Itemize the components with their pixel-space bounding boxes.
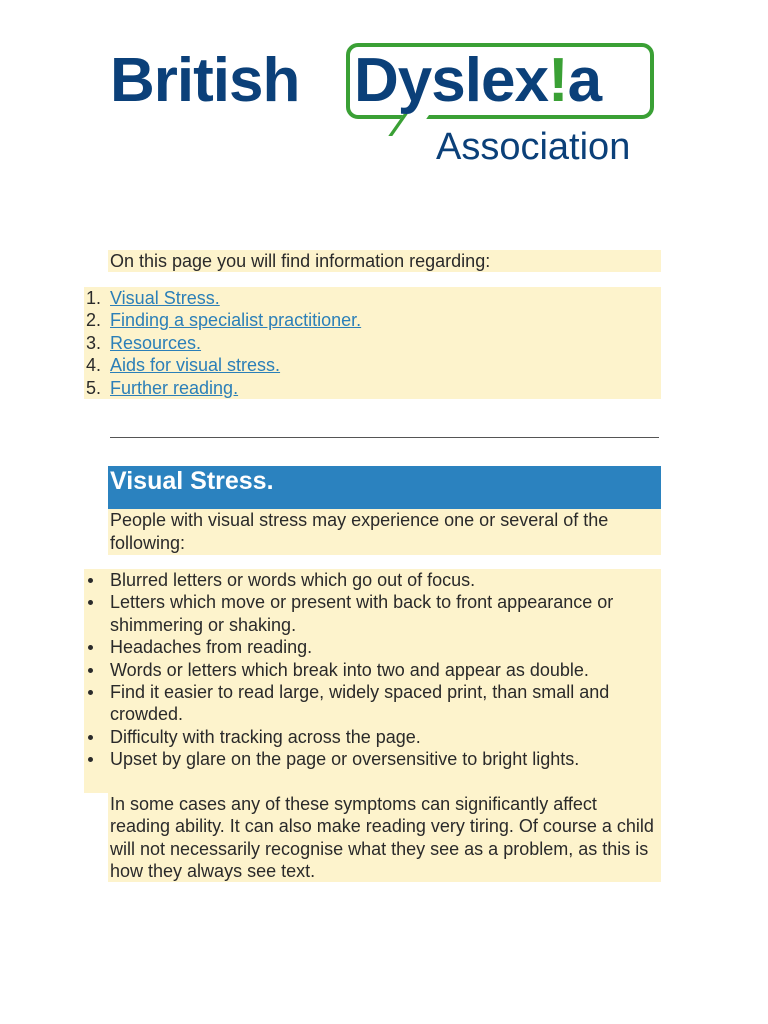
toc-link-further-reading[interactable]: Further reading.: [110, 377, 239, 398]
toc-item: [84, 287, 661, 309]
logo-dyslexia-start: Dyslex: [354, 46, 548, 115]
list-item: Words or letters which break into two and appear as double.: [84, 659, 661, 681]
toc-link-specialist-practitioner[interactable]: Finding a specialist practitioner.: [110, 310, 362, 331]
logo-word-british: British: [110, 46, 300, 115]
logo-exclamation-mark: !: [547, 46, 568, 115]
symptom-list: [84, 569, 661, 793]
toc-link-aids[interactable]: Aids for visual stress.: [110, 355, 281, 376]
toc-item: [84, 309, 661, 331]
toc-number: 4.: [86, 355, 102, 376]
toc-number: 5.: [86, 377, 102, 398]
toc-item: [84, 377, 661, 399]
toc-item: [84, 354, 661, 376]
list-item: Letters which move or present with back to front appearance or shimmering or shaking.: [84, 591, 661, 636]
horizontal-divider: [110, 437, 659, 438]
list-item: Difficulty with tracking across the page.: [84, 726, 661, 748]
toc-number: 3.: [86, 332, 102, 353]
toc-link-resources[interactable]: Resources.: [110, 332, 202, 353]
toc-number: 1.: [86, 288, 102, 308]
list-item: Upset by glare on the page or oversensitive to bright lights.: [84, 748, 661, 770]
section-heading-visual-stress: Visual Stress.: [108, 466, 661, 509]
toc-link-visual-stress[interactable]: Visual Stress.: [110, 288, 220, 308]
toc-number: 2.: [86, 310, 102, 331]
section-closing-paragraph: In some cases any of these symptoms can significantly affect reading ability. It can also make reading very tiring. Of course a child will not necessarily recognise what they see as a problem, as this is how they always see text.: [108, 793, 661, 882]
list-item: Find it easier to read large, widely spaced print, than small and crowded.: [84, 681, 661, 726]
section-lead-paragraph: People with visual stress may experience one or several of the following:: [108, 509, 661, 555]
table-of-contents: [84, 287, 661, 399]
logo-dyslexia-end: a: [567, 46, 602, 115]
intro-text: On this page you will find information regarding:: [108, 250, 661, 272]
logo-word-dyslexia: [354, 46, 602, 115]
list-item: Headaches from reading.: [84, 636, 661, 658]
logo-word-association: Association: [436, 126, 631, 168]
british-dyslexia-association-logo: [110, 40, 662, 166]
toc-item: [84, 332, 661, 354]
list-item: Blurred letters or words which go out of focus.: [84, 569, 661, 591]
